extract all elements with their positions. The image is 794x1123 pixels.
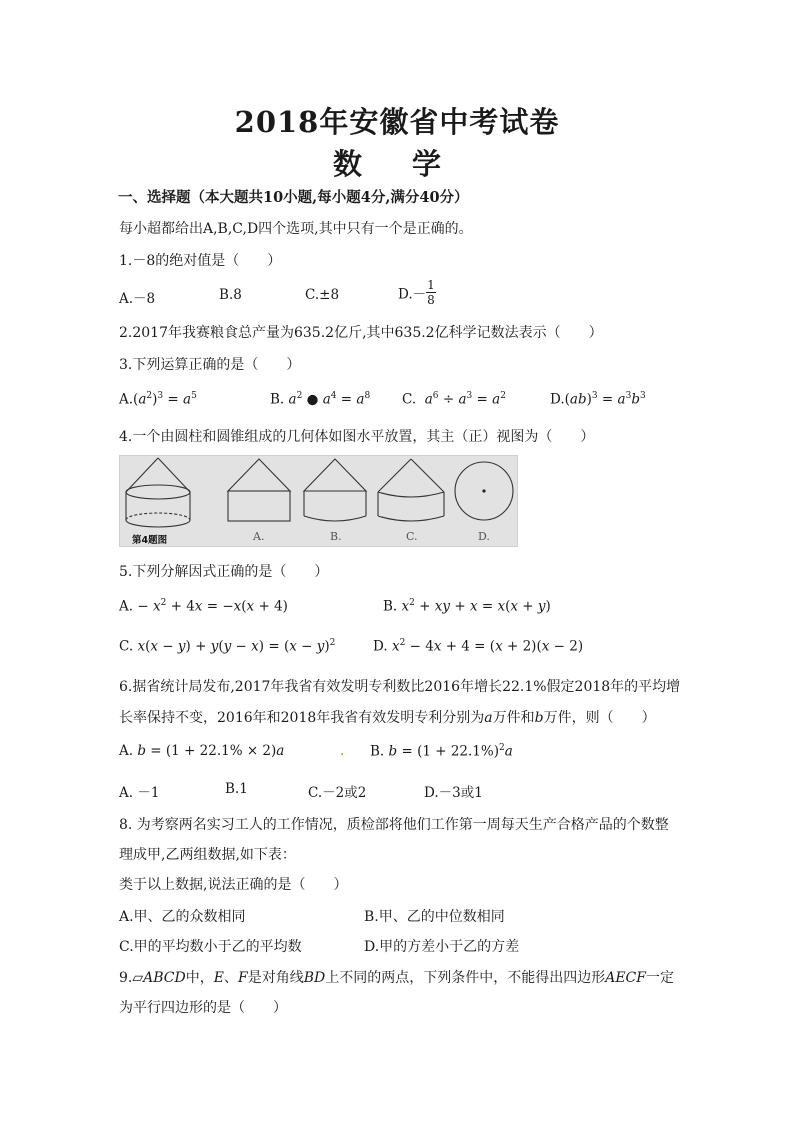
q9-text: 一定 (645, 970, 674, 986)
question-7-option-d: D.－3或1 (424, 785, 483, 801)
option-a-view (228, 459, 290, 521)
question-5-option-c: C. $x(x - y) + y(y - x) = (x - y)^2$ (119, 638, 336, 655)
question-1-option-d (398, 278, 436, 307)
question-8-line-1: 8. 为考察两名实习工人的工作情况，质检部将他们工作第一周每天生产合格产品的个数整 (119, 817, 669, 833)
section-heading: 一、选择题（本大题共10小题,每小题4分,满分40分） (118, 189, 469, 206)
stray-dot: . (340, 743, 345, 759)
fraction-numerator: 1 (427, 278, 435, 292)
option-letter: A. (119, 598, 134, 615)
question-8-line-2: 理成甲,乙两组数据,如下表： (119, 847, 296, 863)
question-6-option-a: A. b = (1 + 22.1% × 2)a (119, 743, 285, 759)
question-8-line-3: 类于以上数据,说法正确的是（ ） (119, 877, 348, 893)
q9-e: E (213, 970, 224, 986)
page-subtitle: 数 学 (332, 147, 462, 181)
question-6-line-2 (119, 707, 656, 727)
option-letter: B. (270, 391, 285, 408)
question-2-stem: 2.2017年我赛粮食总产量为635.2亿斤,其中635.2亿科学记数法表示（ ） (119, 325, 603, 341)
question-3-option-a: $A.(a^2)^3 = a^5$ (119, 391, 197, 408)
cone-cylinder-solid (126, 458, 190, 527)
variable-a: a (484, 710, 493, 726)
question-6-line-1: 6.据省统计局发布,2017年我省有效发明专利数比2016年增长22.1%假定2018年的平均增 (119, 679, 681, 695)
option-letter: B. (383, 598, 398, 615)
question-4-stem: 4.一个由圆柱和圆锥组成的几何体如图水平放置，其主（正）视图为（ ） (119, 429, 595, 445)
q6-text: 长率保持不变，2016年和2018年我省有效发明专利分别为 (119, 710, 485, 726)
option-letter: B. (370, 743, 385, 760)
question-7-option-b: B.1 (225, 781, 248, 797)
question-8-option-c: C.甲的平均数小于乙的平均数 (119, 939, 302, 955)
q9-text: 中， (185, 970, 214, 986)
question-1-option-a: A.－8 (119, 291, 156, 307)
question-3-stem: 3.下列运算正确的是（ ） (119, 357, 301, 373)
option-letter: D. (550, 391, 565, 408)
figure-label-a: A. (253, 530, 265, 543)
question-7-option-c: C.－2或2 (308, 785, 367, 801)
option-b-view (304, 459, 366, 521)
question-9-line-1 (119, 967, 674, 987)
question-5-option-b: B. $x^2$ + xy + x = x(x + y) (383, 598, 551, 615)
figure-label-b: B. (330, 530, 342, 543)
fraction (426, 278, 436, 307)
question-4-figure (119, 455, 518, 547)
question-8-option-b: B.甲、乙的中位数相同 (364, 909, 505, 925)
figure-label-d: D. (478, 530, 490, 543)
q6-text: 万件和 (492, 710, 535, 726)
question-5-stem: 5.下列分解因式正确的是（ ） (119, 564, 329, 580)
question-1-option-c: C.±8 (305, 287, 340, 303)
q9-text: 是对角线 (247, 970, 304, 986)
q9-text: 、 (223, 970, 238, 986)
option-letter: C. (119, 638, 134, 655)
section-instruction: 每小超都给出A,B,C,D四个选项,其中只有一个是正确的。 (119, 221, 473, 237)
q9-aecf: AECF (605, 970, 646, 986)
option-c-view (378, 459, 444, 521)
variable-b: b (534, 710, 544, 726)
question-5-option-d: D. $x^2 - 4x + 4 = (x + 2)(x - 2)$ (373, 638, 584, 655)
option-letter: D. (373, 638, 388, 655)
question-8-option-a: A.甲、乙的众数相同 (119, 909, 246, 925)
page-title: 2018年安徽省中考试卷 (234, 105, 560, 139)
question-8-option-d: D.甲的方差小于乙的方差 (364, 939, 520, 955)
figure-label-c: C. (406, 530, 418, 543)
question-5-option-a: A. − $x^2 + 4x = -x(x + 4)$ (119, 598, 288, 615)
question-1-option-d-prefix: D.－ (398, 286, 427, 303)
q9-abcd: ABCD (143, 970, 186, 986)
parallelogram-symbol: ▱ (132, 970, 144, 986)
q9-text: 9. (119, 970, 133, 986)
question-3-option-d: $D.(ab)^3 = a^3b^3$ (550, 391, 646, 408)
option-letter: A. (119, 391, 134, 408)
option-letter: C. (402, 391, 417, 408)
question-7-option-a: A. －1 (119, 785, 160, 801)
question-1-option-b: B.8 (219, 287, 242, 303)
q6-text: 万件，则（ ） (543, 710, 656, 726)
geometry-figure-svg (120, 456, 519, 548)
question-9-line-2: 为平行四边形的是（ ） (119, 1000, 287, 1016)
figure-caption: 第4题图 (132, 535, 168, 546)
fraction-denominator: 8 (427, 293, 435, 307)
question-3-option-c: C. $a^6 \div a^3 = a^2$ (402, 391, 506, 408)
q9-bd: BD (303, 970, 326, 986)
question-1-stem: 1.－8的绝对值是（ ） (119, 253, 282, 269)
q9-text: 上不同的两点，下列条件中，不能得出四边形 (325, 970, 606, 986)
question-6-option-b: B. $b = (1 + 22.1\%)^2a$ (370, 743, 513, 760)
option-letter: A. (119, 743, 134, 759)
question-3-option-b: B. $a^2$ ● $a^4 = a^8$ (270, 391, 371, 408)
q9-f: F (237, 970, 248, 986)
